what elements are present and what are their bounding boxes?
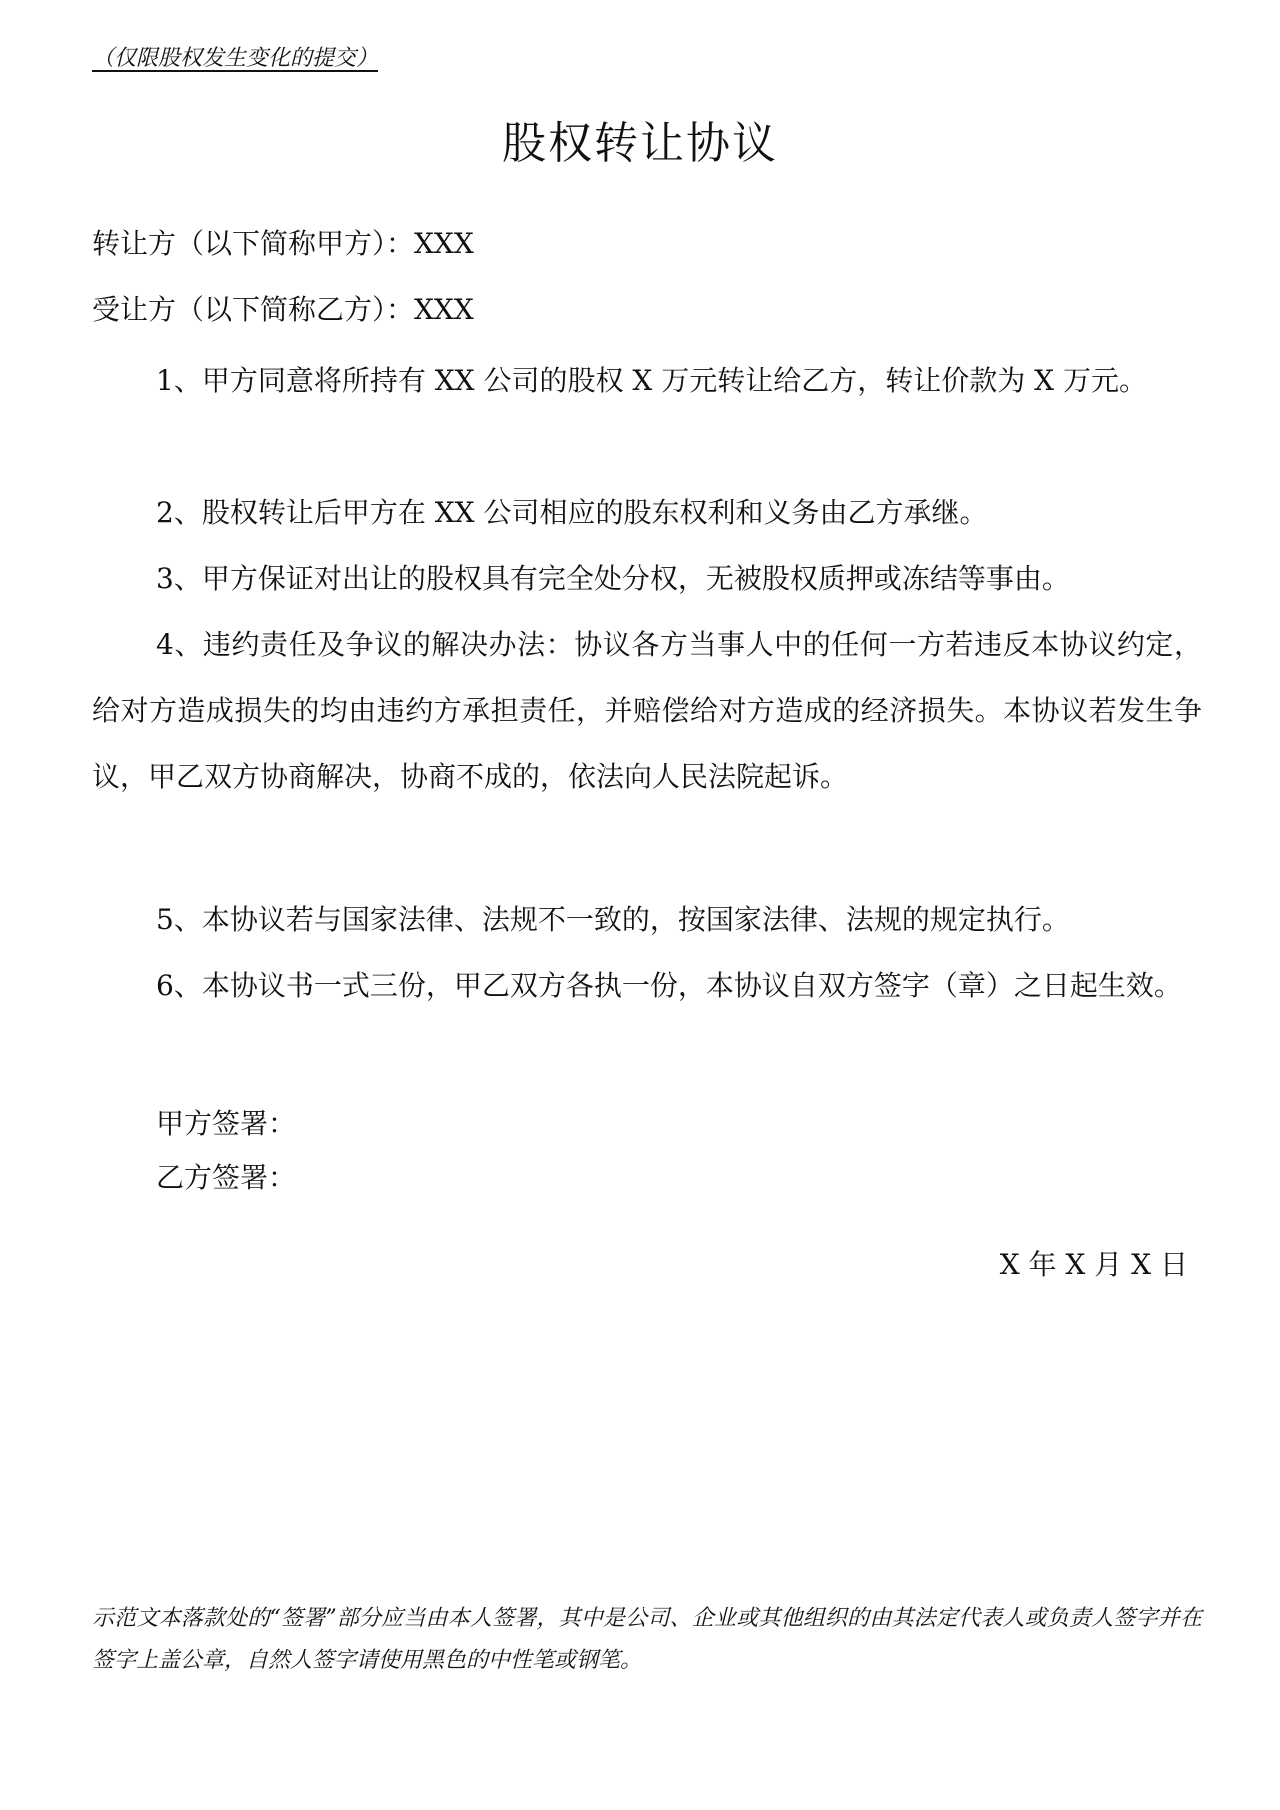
- clause-1: 1、甲方同意将所持有 XX 公司的股权 X 万元转让给乙方，转让价款为 X 万元。: [156, 364, 1147, 397]
- bottom-note: 示范文本落款处的“签署”部分应当由本人签署，其中是公司、企业或其他组织的由其法定代表人或负责人签字并在签字上盖公章，自然人签字请使用黑色的中性笔或钢笔。: [92, 1606, 1202, 1673]
- party-b-signature: 乙方签署：: [156, 1161, 297, 1194]
- transferee-line: 受让方（以下简称乙方）：XXX: [92, 293, 474, 326]
- top-note: （仅限股权发生变化的提交）: [92, 46, 379, 71]
- transferor-line: 转让方（以下简称甲方）：XXX: [92, 227, 474, 260]
- party-a-signature: 甲方签署：: [156, 1107, 297, 1140]
- agreement-date: X 年 X 月 X 日: [999, 1248, 1188, 1281]
- clause-5: 5、本协议若与国家法律、法规不一致的，按国家法律、法规的规定执行。: [156, 903, 1070, 936]
- page-title: 股权转让协议: [502, 118, 778, 169]
- clause-3: 3、甲方保证对出让的股权具有完全处分权，无被股权质押或冻结等事由。: [156, 562, 1070, 595]
- clause-4: 4、违约责任及争议的解决办法：协议各方当事人中的任何一方若违反本协议约定，给对方造成损失的均由违约方承担责任，并赔偿给对方造成的经济损失。本协议若发生争议，甲乙双方协商解决，协商不成的，依法向人民法院起诉。: [92, 628, 1202, 793]
- clause-2: 2、股权转让后甲方在 XX 公司相应的股东权利和义务由乙方承继。: [156, 496, 988, 529]
- clause-6: 6、本协议书一式三份，甲乙双方各执一份，本协议自双方签字（章）之日起生效。: [156, 969, 1182, 1002]
